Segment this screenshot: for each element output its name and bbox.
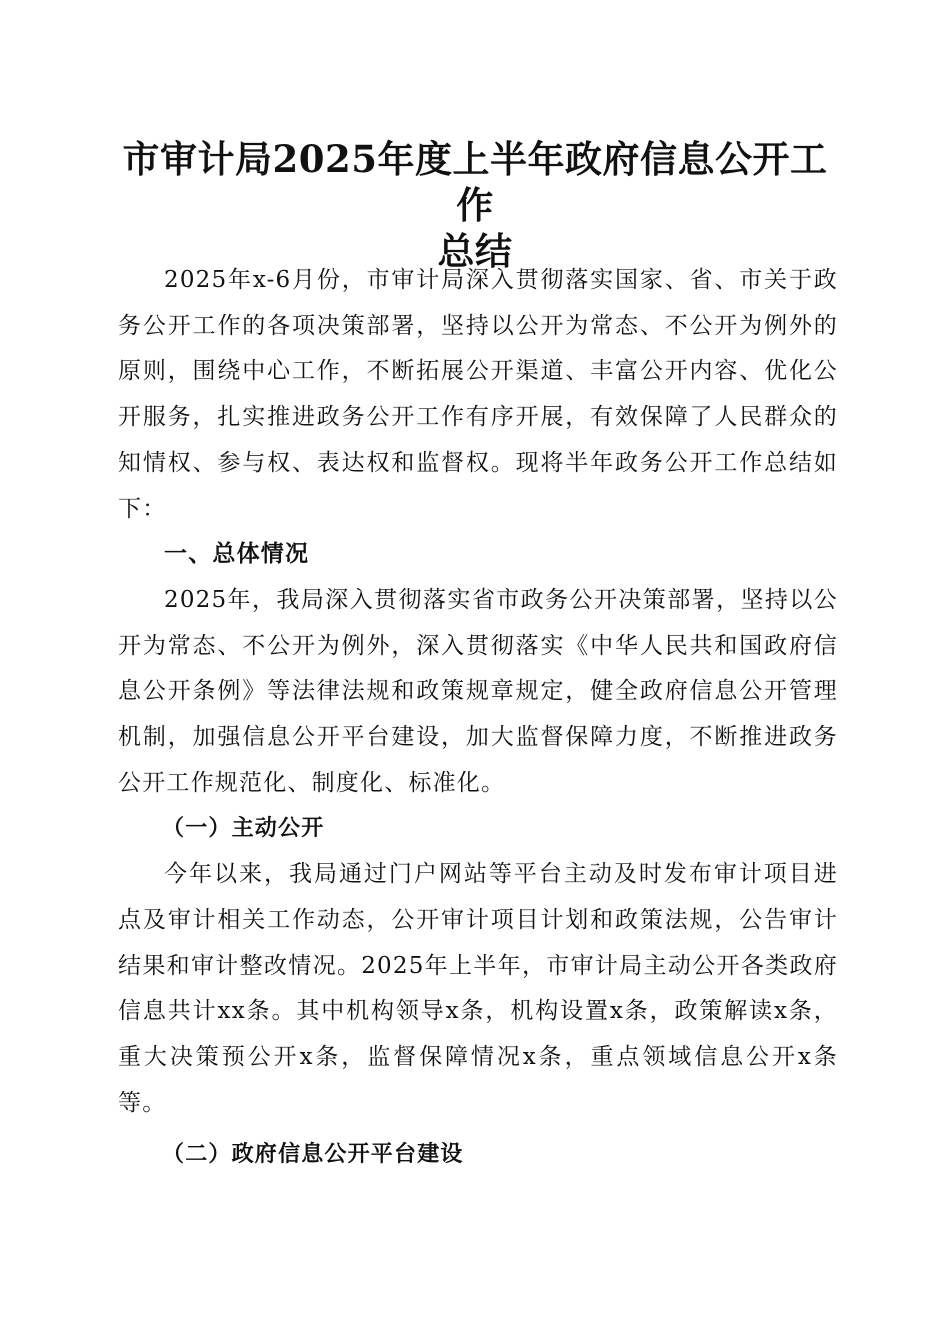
intro-paragraph: 2025年x-6月份，市审计局深入贯彻落实国家、省、市关于政务公开工作的各项决策部署，坚持以公开为常态、不公开为例外的原则，围绕中心工作，不断拓展公开渠道、丰富公开内容、优化公开服务，扎实推进政务公开工作有序开展，有效保障了人民群众的知情权、参与权、表达权和监督权。现将半年政务公开工作总结如下： xyxy=(118,267,838,522)
subsection-heading-platform-construction: （二）政府信息公开平台建设 xyxy=(162,1141,464,1168)
document-title xyxy=(110,136,840,274)
title-line-1: 市审计局2025年度上半年政府信息公开工作 xyxy=(122,137,828,227)
overall-paragraph: 2025年，我局深入贯彻落实省市政务公开决策部署，坚持以公开为常态、不公开为例外，深入贯彻落实《中华人民共和国政府信息公开条例》等法律法规和政策规章规定，健全政府信息公开管理机制，加强信息公开平台建设，加大监督保障力度，不断推进政务公开工作规范化、制度化、标准化。 xyxy=(118,586,838,796)
proactive-disclosure-paragraph: 今年以来，我局通过门户网站等平台主动及时发布审计项目进点及审计相关工作动态，公开审计项目计划和政策法规，公告审计结果和审计整改情况。2025年上半年，市审计局主动公开各类政府信息共计xx条。其中机构领导x条，机构设置x条，政策解读x条，重大决策预公开x条，监督保障情况x条，重点领域信息公开x条等。 xyxy=(118,861,838,1116)
document-body xyxy=(118,258,838,1178)
title-line-2: 总结 xyxy=(437,229,513,273)
subsection-heading-proactive-disclosure: （一）主动公开 xyxy=(162,815,325,842)
section-heading-overall: 一、总体情况 xyxy=(164,541,310,568)
